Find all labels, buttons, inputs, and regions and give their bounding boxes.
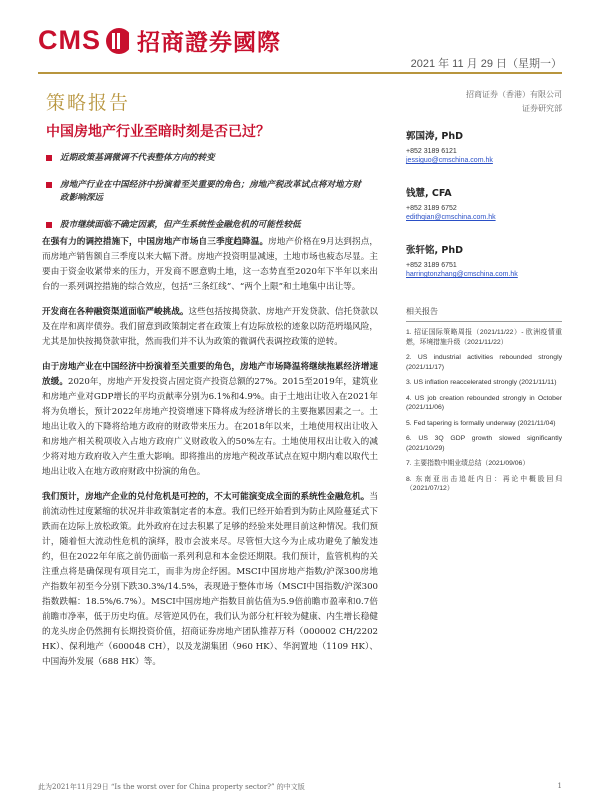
related-report-item: 4. US job creation rebounded strongly in October (2021/11/06) [406,394,562,411]
broker-department: 证券研究部 [522,104,562,113]
analyst-name: 郭国涛, PhD [406,131,464,142]
paragraph-text: 这些包括按揭贷款、房地产开发贷款、信托贷款以及在岸和离岸债券。我们留意到政策制定者在政策上有边际放松的迹象以防范坍塌风险，尤其是加快按揭贷款审批，然而我们并不认为政策的微调代表调控政策的逆转。 [42,307,378,347]
paragraph-text: 2020年，房地产开发投资占固定资产投资总额的27%。2015至2019年，建筑业和房地产业对GDP增长的平均贡献率分别为6.1%和4.9%。由于土地出让收入在2021年将为负增长，预计2022年房地产投资增速下降将成为经济增长的主要拖累因素之一。土地出让收入的下降将给地方政府的财政带来压力。在2018年以来，土地使用权出让收入和房地产相关税项收入占地方政府广义财政收入的50%左右。土地使用权出让收入的减少将对地方政府收入产生重大影响。即将推出的房地产税改革试点在短中期内难以取代土地出让收入在地方政府财政中扮演的角色。 [42,377,378,477]
related-report-item: 6. US 3Q GDP growth slowed significantly (2021/10/29) [406,435,562,452]
related-reports [406,306,562,500]
related-report-item: 3. US inflation reaccelerated strongly (2021/11/11) [406,379,557,386]
related-reports-list [406,328,562,494]
paragraph [42,490,378,670]
analyst-card [406,128,566,165]
broker-info [466,88,562,116]
paragraph-text: 房地产价格在9月达到拐点，而房地产销售额自三季度以来大幅下滑。房地产投资明显减速，土地市场也疲态尽显。主要由于资金收紧带来的压力，开发商不愿意购土地，这一态势直至2020年下半年以来出台的一系列调控措施的综合效应，包括“三条红线”、“两个上限”和土地集中出让等。 [42,237,378,292]
paragraph-lead: 由于房地产业在中国经济中扮演着至关重要的角色，房地产市场降温将继续拖累经济增速放缓。 [42,362,378,387]
highlight-item: 房地产行业在中国经济中扮演着至关重要的角色；房地产税改革试点将对地方财政影响深远 [46,179,366,205]
analyst-card [406,242,566,279]
paragraph [42,360,378,480]
paragraph-lead: 开发商在各种融资渠道面临严峻挑战。 [42,307,189,317]
related-report-item: 2. US industrial activities rebounded strongly (2021/11/17) [406,354,562,371]
analyst-name: 张轩铭, PhD [406,245,464,256]
footer-note: 此为2021年11月29日 “Is the worst over for China property sector?” 的中文版 [38,783,305,791]
analyst-email-link[interactable]: edithqian@cmschina.com.hk [406,214,496,221]
paragraph-text: 当前流动性过度紧缩的状况并非政策制定者的本意。我们已经开始看到为防止风险蔓延式下跌而在边际上放松政策。此外政府在过去积累了足够的经验来处理目前这种情况。我们预计，随着恒大流动性危机的演绎，股市会波来尽。尽管恒大这今为止成功避免了触发违约，但在2022年年底之前仍面临一系列利息和本金偿还期限。我们预计，监管机构的关注重点将是确保现有项目完工，而非为房企纾困。MSCI中国房地产指数/沪深300房地产指数年初至今分别下跌30.3%/14.5%，表现逊于整体市场（MSCI中国指数/沪深300指数跌幅：18.5%/6.7%）。MSCI中国房地产指数目前估值为5.9倍前瞻市盈率和0.7倍前瞻市净率，低于历史均值。尽管逆风仍在，我们认为部分杠杆较为健康、内生增长稳健的龙头房企仍然拥有长期投资价值，招商证券房地产团队推荐万科（000002 CH/2202 HK）、保利地产（600048 CH），以及龙湖集团（960 HK）、华润置地（1109 HK）、中国海外发展（688 HK）等。 [42,492,378,667]
highlight-item: 股市继续面临不确定因素，但产生系统性金融危机的可能性较低 [46,219,366,232]
paragraph [42,305,378,350]
related-report-item: 7. 主要指数中期业绩总结（2021/09/06） [406,460,530,467]
related-report-item: 1. 招证国际策略周报（2021/11/22）- 欧洲疫情重燃，环境措施升级（2021/11/22） [406,329,562,346]
report-date: 2021 年 11 月 29 日（星期一） [410,58,562,70]
paragraph-lead: 在强有力的调控措施下，中国房地产市场自三季度趋降温。 [42,237,269,247]
logo-latin-text: CMS [38,25,101,55]
section-label: 策略报告 [46,92,131,114]
analyst-phone: +852 3189 6751 [406,262,457,269]
analyst-email-link[interactable]: harringtonzhang@cmschina.com.hk [406,271,518,278]
related-reports-title: 相关报告 [406,306,562,322]
analyst-card [406,185,566,222]
analyst-phone: +852 3189 6121 [406,148,457,155]
highlight-item: 近期政策基调微调不代表整体方向的转变 [46,152,366,165]
report-title: 中国房地产行业至暗时刻是否已过？ [46,124,270,140]
related-report-item: 8. 东南亚出击追赶内日：再论中概股回归（2021/07/12） [406,475,562,492]
related-report-item: 5. Fed tapering is formally underway (2021/11/04) [406,419,556,427]
page-footer [38,782,562,792]
key-highlights [46,152,366,246]
header-divider [38,72,562,74]
logo-chinese-text: 招商證券國際 [137,30,281,56]
page-number: 1 [557,782,562,790]
report-header [0,0,600,70]
company-logo [38,24,281,57]
logo-emblem-icon [106,28,132,54]
analyst-name: 钱慧, CFA [406,188,452,199]
analyst-list [406,128,566,299]
analyst-email-link[interactable]: jessiguo@cmschina.com.hk [406,157,493,164]
paragraph-lead: 我们预计，房地产企业的兑付危机是可控的，不太可能演变成全面的系统性金融危机。 [42,492,370,502]
paragraph [42,235,378,295]
broker-name: 招商证券（香港）有限公司 [466,90,562,99]
report-body [42,235,378,680]
analyst-phone: +852 3189 6752 [406,205,457,212]
